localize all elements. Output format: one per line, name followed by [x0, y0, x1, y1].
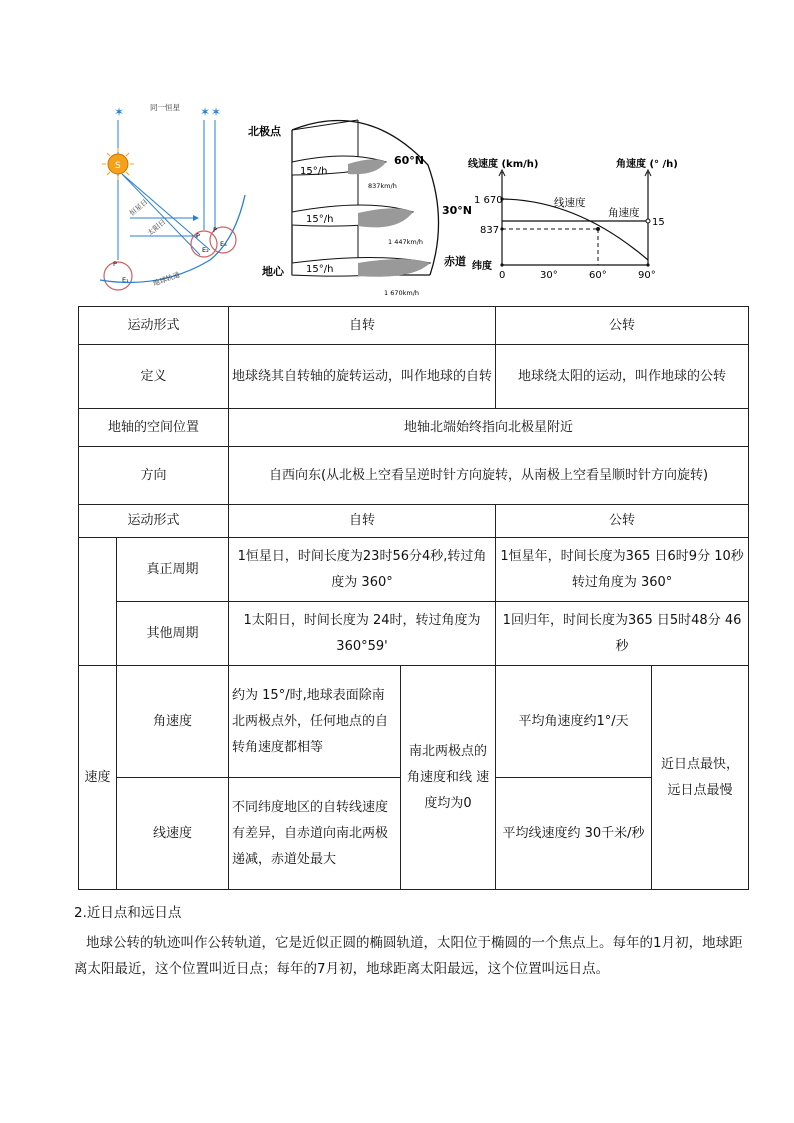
angular-speed-revolution: 平均角速度约1°/天: [496, 666, 652, 778]
other-period-rotation: 1太阳日，时间长度为 24时，转过角度为 360°59': [229, 602, 496, 666]
linear-speed-revolution: 平均线速度约 30千米/秒: [496, 778, 652, 890]
direction-label: 方向: [79, 447, 229, 505]
speed-latitude-chart: [468, 100, 698, 284]
axis-position-label: 地轴的空间位置: [79, 409, 229, 447]
svg-text:角速度 (° /h): 角速度 (° /h): [616, 159, 678, 170]
svg-text:30°: 30°: [540, 270, 558, 280]
svg-text:角速度: 角速度: [608, 207, 640, 219]
axis-position-value: 地轴北端始终指向北极星附近: [229, 409, 749, 447]
svg-text:恒星日: 恒星日: [128, 197, 150, 218]
latitude-speed-figure: [248, 100, 488, 309]
linear-speed-label: 线速度: [117, 778, 229, 890]
true-period-rotation: 1恒星日，时间长度为23时56分4秒,转过角度为 360°: [229, 538, 496, 602]
true-period-revolution: 1恒星年，时间长度为365 日6时9分 10秒转过角度为 360°: [496, 538, 749, 602]
svg-text:S: S: [115, 161, 121, 171]
svg-text:837km/h: 837km/h: [368, 182, 397, 190]
svg-text:1 670: 1 670: [474, 195, 503, 206]
revolution-header: 公转: [496, 307, 749, 345]
linear-speed-rotation: 不同纬度地区的自转线速度有差异，自赤道向南北两极递减，赤道处最大: [229, 778, 401, 890]
star-icon-1: ✶: [114, 105, 125, 119]
svg-text:E₁: E₁: [122, 276, 129, 284]
earth-orbit-path: [100, 195, 245, 283]
svg-text:0: 0: [499, 270, 506, 280]
star-icon-2: ✶: [200, 105, 211, 119]
definition-label: 定义: [79, 345, 229, 409]
true-period-label: 真正周期: [117, 538, 229, 602]
svg-text:15°/h: 15°/h: [300, 166, 328, 177]
rotation-header-2: 自转: [229, 505, 496, 538]
direction-value: 自西向东(从北极上空看呈逆时针方向旋转，从南极上空看呈顺时针方向旋转): [229, 447, 749, 505]
same-star-label: 同一恒星: [150, 103, 180, 112]
other-period-label: 其他周期: [117, 602, 229, 666]
svg-text:北极点: 北极点: [248, 125, 281, 138]
svg-text:15°/h: 15°/h: [306, 214, 334, 225]
svg-text:P: P: [113, 260, 117, 268]
svg-text:60°N: 60°N: [394, 154, 425, 167]
svg-text:837: 837: [480, 225, 500, 236]
table-row: [79, 447, 749, 505]
svg-text:60°: 60°: [589, 270, 607, 280]
rotation-definition: 地球绕其自转轴的旋转运动，叫作地球的自转: [229, 345, 496, 409]
perihelion-speed-note: 近日点最快，远日点最慢: [652, 666, 749, 890]
table-row: [79, 505, 749, 538]
svg-text:1 670km/h: 1 670km/h: [384, 289, 420, 297]
star-icon-3: ✶: [211, 105, 222, 119]
angular-speed-rotation: 约为 15°/时,地球表面除南北两极点外，任何地点的自转角速度都相等: [229, 666, 401, 778]
table-row: [79, 307, 749, 345]
poles-speed-note: 南北两极点的角速度和线 速度均为0: [401, 666, 496, 890]
svg-text:太阳日: 太阳日: [146, 217, 168, 238]
table-row: [79, 538, 749, 602]
svg-text:15°/h: 15°/h: [306, 264, 334, 275]
svg-text:E₂: E₂: [202, 246, 209, 254]
angular-speed-label: 角速度: [117, 666, 229, 778]
revolution-header-2: 公转: [496, 505, 749, 538]
svg-text:15: 15: [652, 217, 665, 228]
sidereal-solar-day-figure: [70, 100, 250, 304]
motion-header-2: 运动形式: [79, 505, 229, 538]
table-row: [79, 409, 749, 447]
svg-text:地球轨道: 地球轨道: [151, 270, 181, 288]
speed-label: 速度: [79, 666, 117, 890]
motion-header: 运动形式: [79, 307, 229, 345]
svg-text:线速度 (km/h): 线速度 (km/h): [468, 159, 539, 170]
earth-motion-table: [78, 306, 749, 890]
svg-text:地心: 地心: [262, 265, 284, 278]
rotation-header: 自转: [229, 307, 496, 345]
svg-text:30°N: 30°N: [442, 204, 473, 217]
revolution-definition: 地球绕太阳的运动，叫作地球的公转: [496, 345, 749, 409]
section-title: 2.近日点和远日点: [74, 905, 182, 921]
period-group-cell: [79, 538, 117, 666]
svg-text:P: P: [196, 232, 200, 240]
table-row: [79, 345, 749, 409]
figure-strip: [70, 100, 750, 305]
table-row: [79, 666, 749, 778]
svg-text:E₃: E₃: [220, 240, 227, 248]
svg-text:P: P: [213, 226, 217, 234]
body-paragraph: 地球公转的轨迹叫作公转轨道，它是近似正圆的椭圆轨道，太阳位于椭圆的一个焦点上。每年的1月初，地球距离太阳最近，这个位置叫近日点；每年的7月初，地球距离太阳最远，这个位置叫远日点。: [74, 935, 743, 977]
svg-text:90°: 90°: [638, 270, 656, 280]
svg-text:线速度: 线速度: [554, 197, 586, 209]
other-period-revolution: 1回归年，时间长度为365 日5时48分 46秒: [496, 602, 749, 666]
table-row: [79, 602, 749, 666]
svg-text:1 447km/h: 1 447km/h: [388, 238, 424, 246]
svg-text:赤道: 赤道: [444, 255, 466, 268]
svg-text:纬度: 纬度: [472, 261, 492, 272]
